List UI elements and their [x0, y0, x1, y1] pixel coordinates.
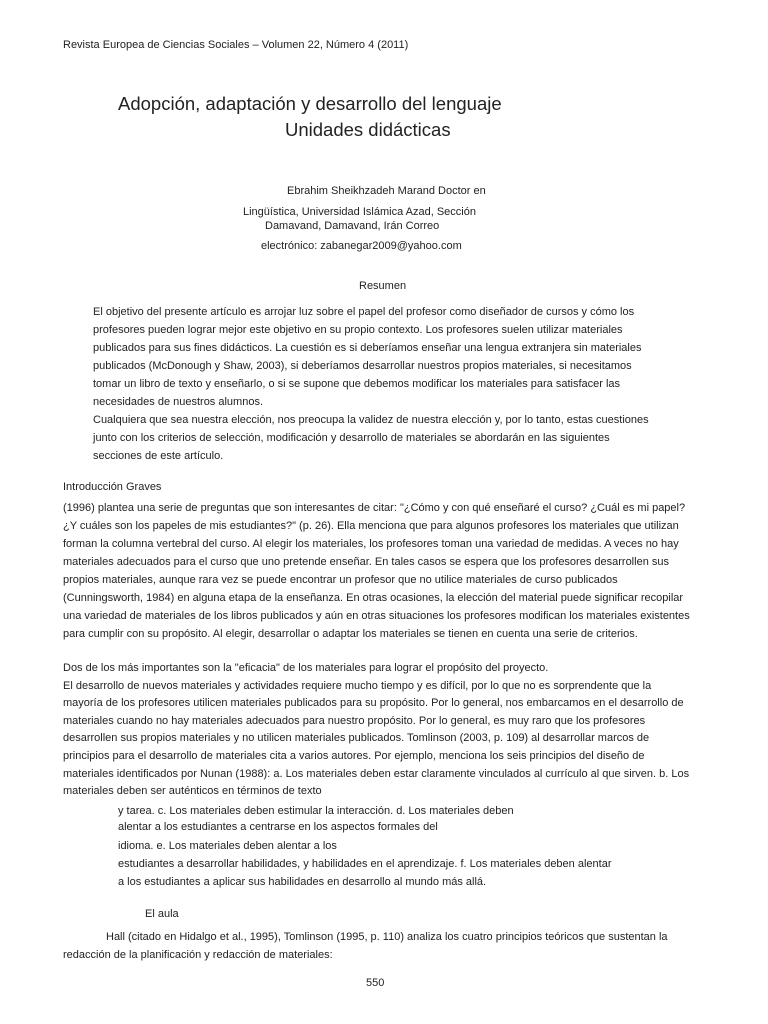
- intro-line: forman la columna vertebral del curso. Al elegir los materiales, los profesores toman una variedad de medidas. A veces no hay: [63, 538, 679, 550]
- journal-header: Revista Europea de Ciencias Sociales – Volumen 22, Número 4 (2011): [63, 39, 409, 51]
- intro-line: (1996) plantea una serie de preguntas que son interesantes de citar: "¿Cómo y con qué enseñaré el curso? ¿Cuál es mi papel?: [63, 502, 686, 514]
- abstract-line: El objetivo del presente artículo es arrojar luz sobre el papel del profesor como diseñador de cursos y cómo los: [93, 306, 635, 318]
- intro-line: materiales adecuados para el curso que uno pretende enseñar. En tales casos se espera que los profesores desarrollen sus: [63, 556, 669, 568]
- section2-line: El desarrollo de nuevos materiales y actividades requiere mucho tiempo y es difícil, por lo que no es sorprendente que la: [63, 679, 652, 692]
- abstract-line: publicados (McDonough y Shaw, 2003), si deberíamos desarrollar nuestros propios materiales, si necesitamos: [93, 360, 632, 372]
- list-line-4: estudiantes a desarrollar habilidades, y habilidades en el aprendizaje. f. Los materiales deben alentar: [118, 858, 612, 870]
- section2-line: mayoría de los profesores utilicen materiales publicados para su propósito. Por lo general, nos embarcamos en el desarrollo de: [63, 697, 684, 710]
- title-line-2: Unidades didácticas: [285, 119, 451, 140]
- aula-line-2: redacción de la planificación y redacción de materiales:: [63, 949, 333, 961]
- page-number: 550: [366, 977, 385, 989]
- intro-line: para cumplir con su propósito. Al elegir, desarrollar o adaptar los materiales se tienen en cuenta una serie de criterios.: [63, 628, 638, 640]
- aula-line-1: Hall (citado en Hidalgo et al., 1995), Tomlinson (1995, p. 110) analiza los cuatro principios teóricos que sustentan la: [106, 931, 668, 943]
- section2-line: materiales deben ser auténticos en términos de texto: [63, 785, 322, 798]
- intro-line: (Cunningsworth, 1984) en alguna etapa de la enseñanza. En otras ocasiones, la elección del material puede significar recopilar: [63, 592, 684, 604]
- list-line-1: y tarea. c. Los materiales deben estimular la interacción. d. Los materiales deben: [118, 805, 514, 817]
- list-line-2: alentar a los estudiantes a centrarse en los aspectos formales del: [118, 821, 438, 833]
- intro-line: una variedad de materiales de los libros publicados y aún en otras situaciones los profesores modifican los materiales existentes: [63, 610, 690, 622]
- abstract-line: necesidades de nuestros alumnos.: [93, 396, 263, 408]
- list-line-5: a los estudiantes a aplicar sus habilidades en desarrollo al mundo más allá.: [118, 876, 487, 888]
- author-email: electrónico: zabanegar2009@yahoo.com: [261, 240, 462, 252]
- abstract-line: profesores pueden lograr mejor este objetivo en su propio contexto. Los profesores suelen utilizar materiales: [93, 324, 623, 336]
- abstract-line: publicados para sus fines didácticos. La cuestión es si deberíamos enseñar una lengua extranjera sin materiales: [93, 342, 642, 354]
- intro-heading: Introducción Graves: [63, 481, 162, 493]
- abstract-line: Cualquiera que sea nuestra elección, nos preocupa la validez de nuestra elección y, por lo tanto, estas cuestiones: [93, 414, 649, 426]
- author-line-1: Ebrahim Sheikhzadeh Marand Doctor en: [287, 185, 486, 197]
- section2-line: materiales identificados por Nunan (1988): a. Los materiales deben estar claramente vinculados al currículo al que sirven. b. Los: [63, 767, 690, 780]
- section2-line: materiales cuando no hay materiales adecuados para nuestro propósito. Por lo general, es muy raro que los profesores: [63, 714, 646, 727]
- abstract-line: secciones de este artículo.: [93, 450, 224, 462]
- author-line-2: Lingüística, Universidad Islámica Azad, Sección: [243, 206, 476, 218]
- aula-heading: El aula: [145, 908, 179, 920]
- section2-body: [63, 660, 689, 801]
- intro-line: propios materiales, aunque rara vez se puede encontrar un profesor que no utilice materiales de curso publicados: [63, 574, 618, 586]
- abstract-body: [93, 303, 649, 465]
- abstract-line: tomar un libro de texto y enseñarlo, o si se supone que debemos modificar los materiales para satisfacer las: [93, 378, 621, 390]
- section2-line: Dos de los más importantes son la "eficacia" de los materiales para lograr el propósito del proyecto.: [63, 662, 549, 674]
- abstract-heading: Resumen: [359, 280, 407, 292]
- section2-line: principios para el desarrollo de materiales cita a varios autores. Por ejemplo, menciona los seis principios del diseño de: [63, 749, 645, 762]
- list-line-3: idioma. e. Los materiales deben alentar a los: [118, 840, 337, 852]
- title-line-1: Adopción, adaptación y desarrollo del lenguaje: [118, 93, 502, 114]
- intro-body: [63, 499, 690, 643]
- abstract-line: junto con los criterios de selección, modificación y desarrollo de materiales se abordarán en las siguientes: [93, 432, 610, 444]
- intro-line: ¿Y cuáles son los papeles de mis estudiantes?" (p. 26). Ella menciona que para algunos profesores los materiales que utilizan: [63, 520, 679, 532]
- author-line-3: Damavand, Damavand, Irán Correo: [265, 220, 440, 232]
- section2-line: desarrollen sus propios materiales y no utilicen materiales publicados. Tomlinson (2003, p. 109) al desarrollar marcos de: [63, 732, 650, 745]
